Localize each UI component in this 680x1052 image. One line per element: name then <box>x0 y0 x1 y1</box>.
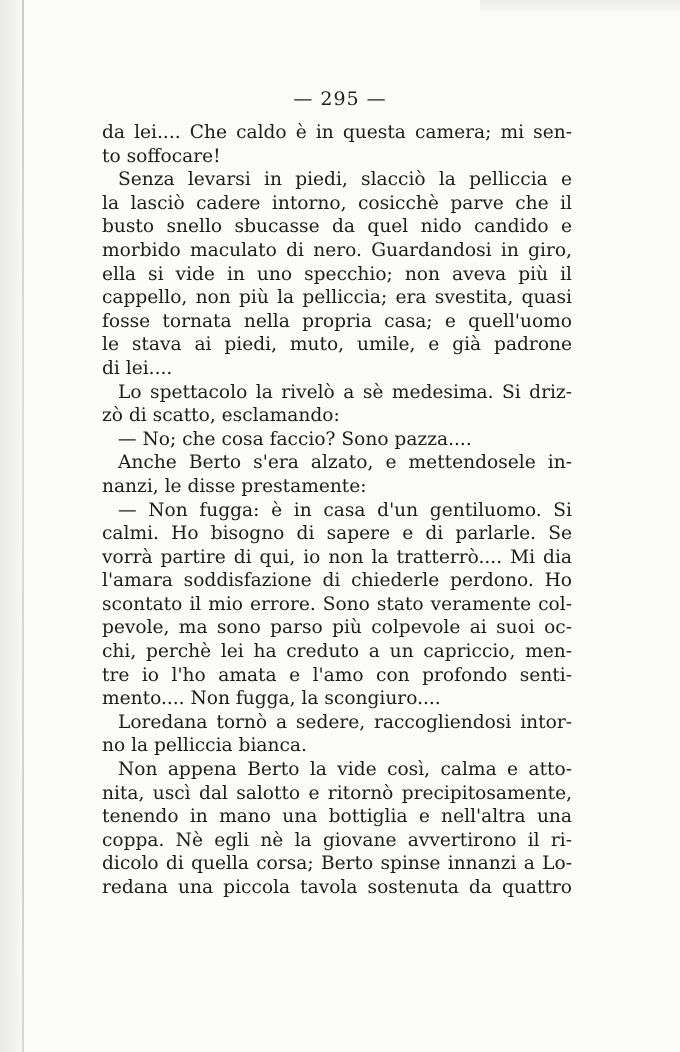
body-text <box>102 121 572 900</box>
text-line: nita, uscì dal salotto e ritornò precipitosamente, <box>102 782 572 804</box>
text-line: busto snello sbucasse da quel nido candido e <box>102 216 572 238</box>
text-line: tenendo in mano una bottiglia e nell'altra una <box>102 806 572 828</box>
text-line: l'amara soddisfazione di chiederle perdono. Ho <box>102 570 572 592</box>
text-line: nanzi, le disse prestamente: <box>102 475 367 497</box>
text-line: le stava ai piedi, muto, umile, e già padrone <box>102 334 572 356</box>
text-line: — No; che cosa faccio? Sono pazza.... <box>118 428 472 450</box>
text-line: dicolo di quella corsa; Berto spinse innanzi a Lo- <box>102 853 572 875</box>
text-line: Senza levarsi in piedi, slacciò la pelliccia e <box>118 169 572 191</box>
text-line: morbido maculato di nero. Guardandosi in giro, <box>102 239 572 261</box>
text-line: tre io l'ho amata e l'amo con profondo senti- <box>102 664 572 686</box>
text-line: da lei.... Che caldo è in questa camera; mi sen- <box>102 122 572 143</box>
text-line: pevole, ma sono parso più colpevole ai suoi oc- <box>102 617 572 639</box>
page-gutter-shadow <box>0 0 22 1052</box>
text-line: mento.... Non fugga, la scongiuro.... <box>102 688 441 710</box>
text-line: no la pelliccia bianca. <box>102 735 307 757</box>
page-spine-edge <box>22 0 24 1052</box>
page-number: — 295 — <box>293 88 387 110</box>
text-line: Non appena Berto la vide così, calma e atto- <box>118 759 572 781</box>
scan-artifact <box>480 0 680 14</box>
text-line: Anche Berto s'era alzato, e mettendosele in- <box>118 452 572 474</box>
text-line: zò di scatto, esclamando: <box>102 405 340 427</box>
text-line: — Non fugga: è in casa d'un gentiluomo. Si <box>118 499 572 521</box>
text-line: Loredana tornò a sedere, raccogliendosi intor- <box>118 711 572 733</box>
text-line: Lo spettacolo la rivelò a sè medesima. Si driz- <box>118 381 572 403</box>
text-line: coppa. Nè egli nè la giovane avvertirono il ri- <box>102 829 572 851</box>
text-line: scontato il mio errore. Sono stato veramente col- <box>102 593 572 615</box>
text-line: calmi. Ho bisogno di sapere e di parlarle. Se <box>102 523 572 545</box>
text-line: to soffocare! <box>102 145 221 167</box>
text-line: di lei.... <box>102 357 173 379</box>
text-line: redana una piccola tavola sostenuta da quattro <box>102 877 572 898</box>
text-line: vorrà partire di qui, io non la tratterrò.... Mi dia <box>102 546 572 568</box>
text-line: fosse tornata nella propria casa; e quell'uomo <box>102 310 572 332</box>
text-line: cappello, non più la pelliccia; era svestita, quasi <box>102 287 572 309</box>
text-line: ella si vide in uno specchio; non aveva più il <box>102 263 572 285</box>
text-line: la lasciò cadere intorno, cosicchè parve che il <box>102 192 572 214</box>
text-line: chi, perchè lei ha creduto a un capriccio, men- <box>102 641 572 663</box>
